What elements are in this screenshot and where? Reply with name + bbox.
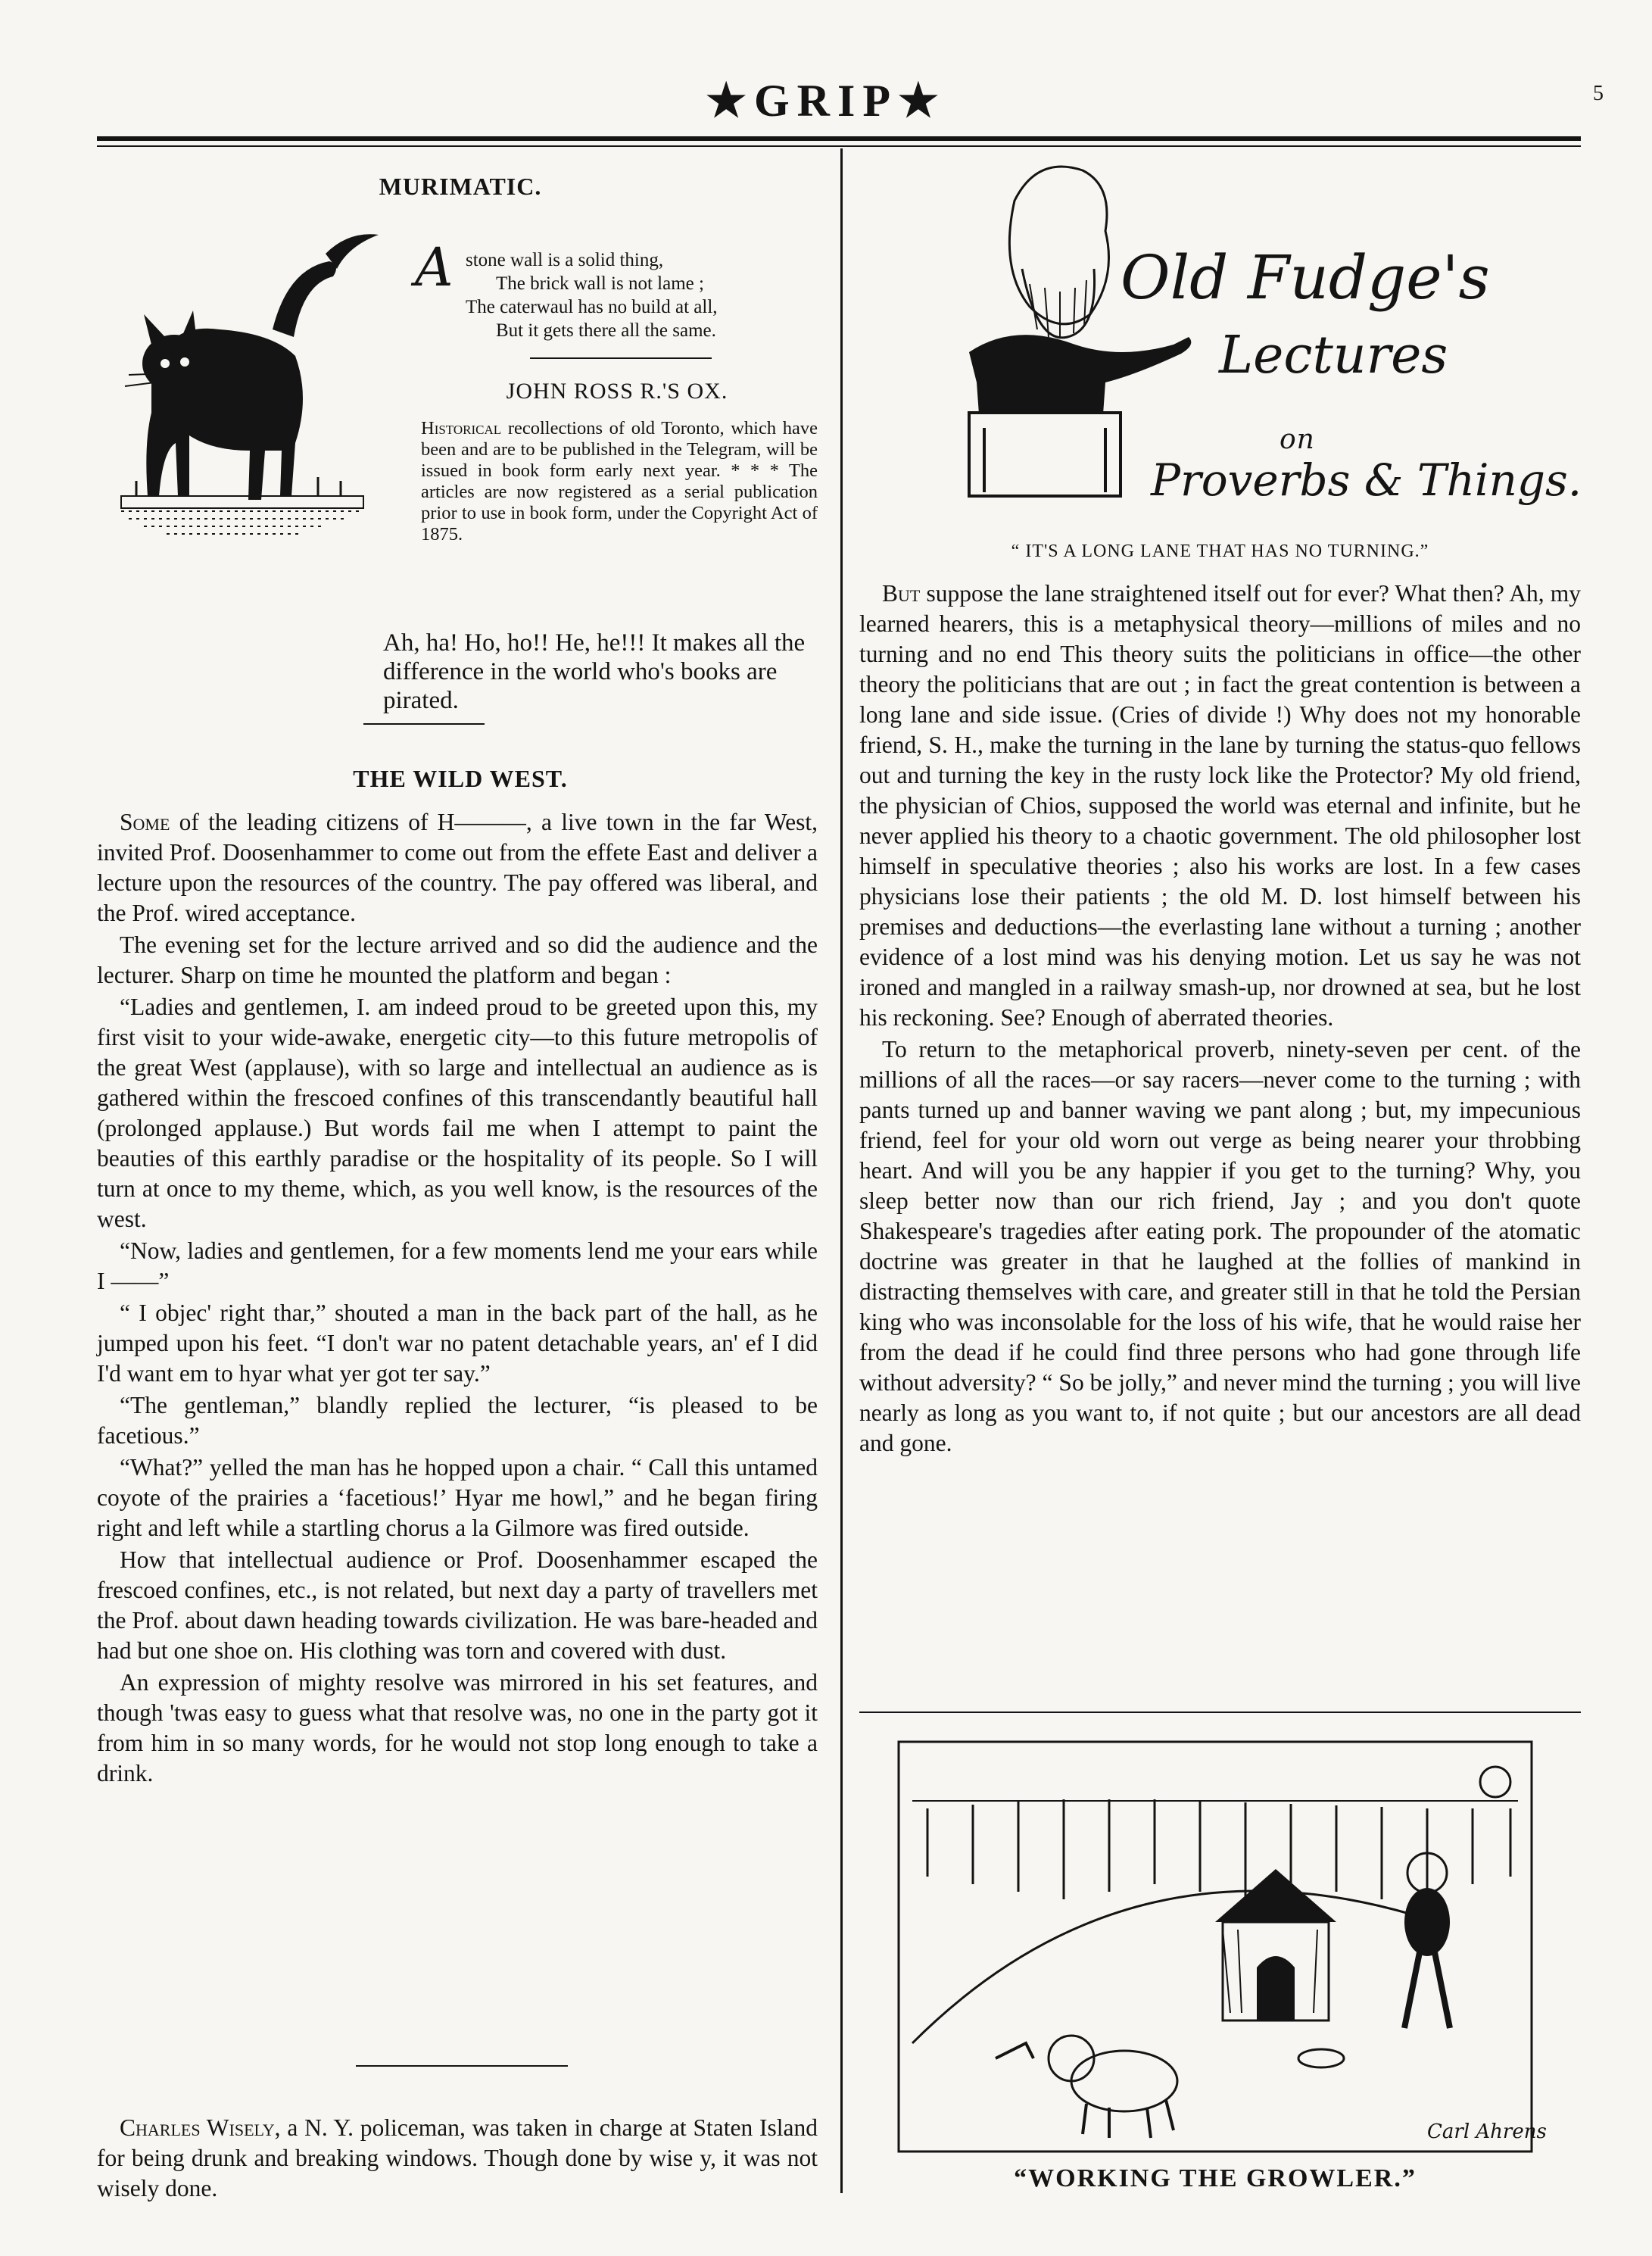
section-rule [859, 1712, 1581, 1713]
paragraph: “What?” yelled the man has he hopped upon a chair. “ Call this untamed coyote of the prairies a ‘facetious!’ Hyar me howl,” and he began firing right and left while a startling chorus a la Gilmore was fired outside. [97, 1454, 818, 1541]
murimatic-poem [466, 248, 814, 342]
wild-west-article [97, 807, 818, 1790]
section-rule [530, 357, 712, 359]
growler-cartoon [897, 1740, 1547, 2153]
fudge-article [859, 579, 1581, 1460]
paragraph: “Now, ladies and gentlemen, for a few moments lend me your ears while I ——” [97, 1237, 818, 1294]
poem-line: stone wall is a solid thing, [466, 250, 664, 270]
masthead: ★GRIP★ [706, 76, 946, 126]
wild-west-heading: THE WILD WEST. [353, 765, 568, 792]
wisely-lead: Charles Wisely, [120, 2114, 281, 2141]
paragraph: of the leading citizens of H———, a live town in the far West, invited Prof. Doosenhammer to come out from the effete East and deliver a lecture upon the resources of the country. The pay offered was liberal, and the Prof. wired acceptance. [97, 809, 818, 926]
fudge-lead: But [882, 580, 921, 607]
poem-line: The brick wall is not lame ; [496, 273, 704, 294]
ross-lead: Historical [421, 418, 502, 438]
poem-line: The caterwaul has no build at all, [466, 297, 718, 317]
paragraph: “Ladies and gentlemen, I. am indeed proud to be greeted upon this, my first visit to your wide-awake, energetic city—to this future metropolis of the great West (applause), with so large and intellectual an audience as is gathered within the frescoed confines of this transcendantly beautiful hall (prolonged applause.) But words fail me when I attempt to paint the beauties of this earthly paradise or the hospitality of its people. So I will turn at once to my theme, which, as you well know, is the resources of the west. [97, 994, 818, 1232]
paragraph: The evening set for the lecture arrived and so did the audience and the lecturer. Sharp on time he mounted the platform and began : [97, 931, 818, 988]
fudge-title-line-1: Old Fudge's [1121, 242, 1490, 313]
paragraph: How that intellectual audience or Prof. Doosenhammer escaped the frescoed confines, etc., is not related, but next day a party of travellers met the Prof. about dawn heading towards civilization. He was bare-headed and had but one shoe on. His clothing was torn and covered with dust. [97, 1546, 818, 1664]
paragraph: To return to the metaphorical proverb, ninety-seven per cent. of the millions of all the races—or say racers—never come to the turning ; with pants turned up and banner waving we pant along ; but, my impecunious friend, feel for your old worn out verge as being nearer your throbbing heart. And will you be any happier if you get to the turning? Why, you sleep better now than our rich friend, Jay ; and you don't quote Shakespeare's tragedies after eating pork. The propounder of the atomatic doctrine was greater in that he laughed at the follies of mankind in distracting themselves with care, and greater still in that he told the Persian king who was inconsolable for the loss of his wife, that he would raise her from the dead if he could find three persons who had gone through life without adversity? “ So be jolly,” and never mind the turning ; you will live nearly as long as you want to, if not quite ; but our ancestors are all dead and gone. [859, 1036, 1581, 1456]
header-rule [97, 136, 1581, 141]
page-number: 5 [1593, 82, 1604, 105]
section-rule [356, 2065, 568, 2067]
ross-article [421, 418, 818, 545]
wild-west-lead: Some [120, 809, 170, 835]
drop-cap: A [415, 236, 454, 298]
fudge-title-line-2: Lectures [1219, 326, 1448, 385]
section-rule [363, 723, 485, 725]
cat-illustration [121, 223, 394, 549]
paragraph: An expression of mighty resolve was mirrored in his set features, and though 'twas easy to guess what that resolve was, no one in the party got it from him in so many words, for he would not stop long enough to take a drink. [97, 1669, 818, 1786]
paragraph: “The gentleman,” blandly replied the lecturer, “is pleased to be facetious.” [97, 1392, 818, 1449]
paragraph: “ I objec' right thar,” shouted a man in the back part of the hall, as he jumped upon his feet. “I don't war no patent detachable years, an' ef I did I'd want em to hyar what yer got ter say.” [97, 1300, 818, 1387]
fudge-title-line-3: on [1280, 424, 1315, 455]
column-divider [840, 148, 843, 2193]
ross-text: recollections of old Toronto, which have been and are to be published in the Telegram, will be issued in book form early next year. * * * The articles are now registered as a serial publication prior to use in book form, under the Copyright Act of 1875. [421, 418, 818, 544]
fudge-caption: “ IT'S A LONG LANE THAT HAS NO TURNING.” [1011, 541, 1429, 561]
wisely-article [97, 2113, 818, 2205]
old-fudge-illustration [924, 155, 1211, 504]
paragraph: suppose the lane straightened itself out for ever? What then? Ah, my learned hearers, this is a metaphysical theory—millions of miles and no turning and no end This theory suits the politicians in office—the other theory the politicians that are out ; in fact the great contention is between a long lane and side issue. (Cries of divide !) Why does not my honorable friend, S. H., make the turning in the lane by turning the status-quo fellows out and turning the key in the rusty lock like the Protector? My old friend, the physician of Chios, supposed the world was eternal and infinite, but he never applied his theory to a chaotic government. The old philosopher lost himself in speculative theories ; also his works are lost. In a few cases physicians lose their patients ; the old M. D. lost himself between his premises and deductions—the everlasting lane without a turning ; another evidence of a lost mind was his denying motion. Let us say he was not ironed and mangled in a railway smash-up, nor drowned at sea, but he lost his reckoning. See? Enough of aberrated theories. [859, 580, 1582, 1031]
murimatic-heading: MURIMATIC. [379, 173, 542, 200]
poem-line: But it gets there all the same. [496, 320, 716, 341]
cartoon-caption: “WORKING THE GROWLER.” [1014, 2164, 1417, 2192]
cartoon-signature: Carl Ahrens [1427, 2120, 1547, 2143]
wisely-text: a N. Y. policeman, was taken in charge at Staten Island for being drunk and breaking windows. Though done by wise y, it was not wisely done. [97, 2114, 818, 2201]
header-rule-thin [97, 145, 1581, 147]
fudge-title-line-4: Proverbs & Things. [1151, 454, 1582, 506]
ross-closing: Ah, ha! Ho, ho!! He, he!!! It makes all the difference in the world who's books are pirated. [383, 629, 806, 714]
ross-heading: JOHN ROSS R.'S OX. [506, 379, 728, 404]
